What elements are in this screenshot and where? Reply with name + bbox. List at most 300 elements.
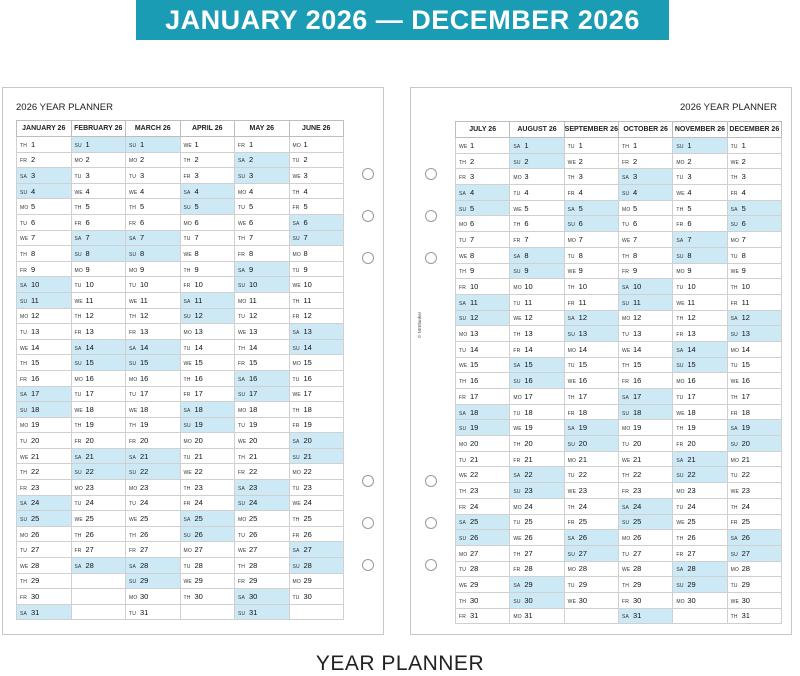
day-cell[interactable]	[510, 608, 564, 624]
day-cell[interactable]	[126, 137, 181, 153]
day-cell[interactable]	[17, 199, 72, 215]
day-cell[interactable]	[727, 467, 781, 483]
day-cell[interactable]	[235, 355, 290, 371]
day-cell[interactable]	[564, 326, 618, 342]
day-cell[interactable]	[510, 389, 564, 405]
day-cell[interactable]	[510, 263, 564, 279]
day-cell[interactable]	[289, 480, 344, 496]
day-cell[interactable]	[618, 498, 672, 514]
day-cell[interactable]	[510, 341, 564, 357]
day-cell[interactable]	[17, 448, 72, 464]
day-cell[interactable]	[17, 277, 72, 293]
day-cell[interactable]	[456, 514, 510, 530]
day-cell[interactable]	[510, 436, 564, 452]
day-cell[interactable]	[456, 577, 510, 593]
day-cell[interactable]	[126, 526, 181, 542]
day-cell[interactable]	[727, 498, 781, 514]
day-cell[interactable]	[727, 153, 781, 169]
day-cell[interactable]	[71, 386, 126, 402]
day-cell[interactable]	[510, 498, 564, 514]
day-cell[interactable]	[17, 339, 72, 355]
day-cell[interactable]	[673, 530, 727, 546]
day-cell[interactable]	[289, 230, 344, 246]
day-cell[interactable]	[126, 589, 181, 605]
day-cell[interactable]	[289, 370, 344, 386]
day-cell[interactable]	[564, 608, 618, 624]
day-cell[interactable]	[126, 370, 181, 386]
day-cell[interactable]	[564, 498, 618, 514]
day-cell[interactable]	[456, 436, 510, 452]
day-cell[interactable]	[510, 577, 564, 593]
day-cell[interactable]	[456, 153, 510, 169]
day-cell[interactable]	[673, 169, 727, 185]
day-cell[interactable]	[510, 185, 564, 201]
day-cell[interactable]	[235, 386, 290, 402]
day-cell[interactable]	[180, 511, 235, 527]
day-cell[interactable]	[456, 200, 510, 216]
day-cell[interactable]	[235, 277, 290, 293]
day-cell[interactable]	[727, 373, 781, 389]
day-cell[interactable]	[510, 326, 564, 342]
day-cell[interactable]	[727, 341, 781, 357]
day-cell[interactable]	[618, 232, 672, 248]
day-cell[interactable]	[180, 277, 235, 293]
day-cell[interactable]	[289, 152, 344, 168]
day-cell[interactable]	[126, 246, 181, 262]
day-cell[interactable]	[17, 464, 72, 480]
day-cell[interactable]	[456, 294, 510, 310]
day-cell[interactable]	[180, 558, 235, 574]
day-cell[interactable]	[289, 292, 344, 308]
day-cell[interactable]	[564, 263, 618, 279]
day-cell[interactable]	[180, 168, 235, 184]
day-cell[interactable]	[289, 137, 344, 153]
day-cell[interactable]	[17, 480, 72, 496]
day-cell[interactable]	[564, 294, 618, 310]
day-cell[interactable]	[564, 420, 618, 436]
day-cell[interactable]	[17, 355, 72, 371]
day-cell[interactable]	[673, 357, 727, 373]
day-cell[interactable]	[727, 326, 781, 342]
day-cell[interactable]	[673, 185, 727, 201]
day-cell[interactable]	[727, 451, 781, 467]
day-cell[interactable]	[17, 308, 72, 324]
day-cell[interactable]	[17, 511, 72, 527]
day-cell[interactable]	[180, 199, 235, 215]
day-cell[interactable]	[456, 169, 510, 185]
day-cell[interactable]	[71, 246, 126, 262]
day-cell[interactable]	[126, 261, 181, 277]
day-cell[interactable]	[456, 389, 510, 405]
day-cell[interactable]	[456, 232, 510, 248]
day-cell[interactable]	[618, 404, 672, 420]
day-cell[interactable]	[564, 216, 618, 232]
day-cell[interactable]	[727, 232, 781, 248]
day-cell[interactable]	[456, 404, 510, 420]
day-cell[interactable]	[126, 417, 181, 433]
day-cell[interactable]	[510, 592, 564, 608]
day-cell[interactable]	[180, 261, 235, 277]
day-cell[interactable]	[71, 230, 126, 246]
day-cell[interactable]	[673, 436, 727, 452]
day-cell[interactable]	[727, 169, 781, 185]
day-cell[interactable]	[618, 153, 672, 169]
day-cell[interactable]	[71, 433, 126, 449]
day-cell[interactable]	[510, 279, 564, 295]
day-cell[interactable]	[71, 495, 126, 511]
day-cell[interactable]	[71, 558, 126, 574]
day-cell[interactable]	[17, 246, 72, 262]
day-cell[interactable]	[235, 604, 290, 620]
day-cell[interactable]	[727, 514, 781, 530]
day-cell[interactable]	[673, 404, 727, 420]
day-cell[interactable]	[618, 389, 672, 405]
day-cell[interactable]	[235, 339, 290, 355]
day-cell[interactable]	[17, 214, 72, 230]
day-cell[interactable]	[727, 592, 781, 608]
day-cell[interactable]	[510, 138, 564, 154]
day-cell[interactable]	[17, 137, 72, 153]
day-cell[interactable]	[564, 514, 618, 530]
day-cell[interactable]	[564, 279, 618, 295]
day-cell[interactable]	[510, 514, 564, 530]
day-cell[interactable]	[564, 451, 618, 467]
day-cell[interactable]	[673, 279, 727, 295]
day-cell[interactable]	[456, 310, 510, 326]
day-cell[interactable]	[289, 558, 344, 574]
day-cell[interactable]	[673, 451, 727, 467]
day-cell[interactable]	[510, 153, 564, 169]
day-cell[interactable]	[235, 183, 290, 199]
day-cell[interactable]	[510, 310, 564, 326]
day-cell[interactable]	[673, 483, 727, 499]
day-cell[interactable]	[727, 608, 781, 624]
day-cell[interactable]	[456, 483, 510, 499]
day-cell[interactable]	[564, 185, 618, 201]
day-cell[interactable]	[180, 480, 235, 496]
day-cell[interactable]	[235, 542, 290, 558]
day-cell[interactable]	[180, 246, 235, 262]
day-cell[interactable]	[510, 357, 564, 373]
day-cell[interactable]	[180, 308, 235, 324]
day-cell[interactable]	[71, 589, 126, 605]
day-cell[interactable]	[289, 355, 344, 371]
day-cell[interactable]	[456, 498, 510, 514]
day-cell[interactable]	[510, 169, 564, 185]
day-cell[interactable]	[289, 573, 344, 589]
day-cell[interactable]	[618, 530, 672, 546]
day-cell[interactable]	[456, 263, 510, 279]
day-cell[interactable]	[71, 573, 126, 589]
day-cell[interactable]	[727, 436, 781, 452]
day-cell[interactable]	[618, 200, 672, 216]
day-cell[interactable]	[727, 263, 781, 279]
day-cell[interactable]	[510, 200, 564, 216]
day-cell[interactable]	[180, 495, 235, 511]
day-cell[interactable]	[673, 310, 727, 326]
day-cell[interactable]	[71, 168, 126, 184]
day-cell[interactable]	[126, 558, 181, 574]
day-cell[interactable]	[289, 604, 344, 620]
day-cell[interactable]	[126, 386, 181, 402]
day-cell[interactable]	[180, 152, 235, 168]
day-cell[interactable]	[510, 483, 564, 499]
day-cell[interactable]	[180, 573, 235, 589]
day-cell[interactable]	[180, 355, 235, 371]
day-cell[interactable]	[180, 183, 235, 199]
day-cell[interactable]	[180, 292, 235, 308]
day-cell[interactable]	[564, 169, 618, 185]
day-cell[interactable]	[456, 451, 510, 467]
day-cell[interactable]	[618, 357, 672, 373]
day-cell[interactable]	[17, 433, 72, 449]
day-cell[interactable]	[727, 545, 781, 561]
day-cell[interactable]	[727, 357, 781, 373]
day-cell[interactable]	[727, 310, 781, 326]
day-cell[interactable]	[564, 483, 618, 499]
day-cell[interactable]	[673, 200, 727, 216]
day-cell[interactable]	[235, 199, 290, 215]
day-cell[interactable]	[180, 604, 235, 620]
day-cell[interactable]	[456, 467, 510, 483]
day-cell[interactable]	[71, 542, 126, 558]
day-cell[interactable]	[71, 277, 126, 293]
day-cell[interactable]	[289, 417, 344, 433]
day-cell[interactable]	[727, 577, 781, 593]
day-cell[interactable]	[618, 185, 672, 201]
day-cell[interactable]	[564, 404, 618, 420]
day-cell[interactable]	[618, 373, 672, 389]
day-cell[interactable]	[126, 464, 181, 480]
day-cell[interactable]	[618, 326, 672, 342]
day-cell[interactable]	[126, 480, 181, 496]
day-cell[interactable]	[17, 402, 72, 418]
day-cell[interactable]	[727, 530, 781, 546]
day-cell[interactable]	[180, 417, 235, 433]
day-cell[interactable]	[564, 247, 618, 263]
day-cell[interactable]	[235, 261, 290, 277]
day-cell[interactable]	[235, 495, 290, 511]
day-cell[interactable]	[673, 294, 727, 310]
day-cell[interactable]	[17, 168, 72, 184]
day-cell[interactable]	[727, 138, 781, 154]
day-cell[interactable]	[564, 373, 618, 389]
day-cell[interactable]	[180, 464, 235, 480]
day-cell[interactable]	[673, 247, 727, 263]
day-cell[interactable]	[727, 561, 781, 577]
day-cell[interactable]	[235, 214, 290, 230]
day-cell[interactable]	[17, 604, 72, 620]
day-cell[interactable]	[17, 495, 72, 511]
day-cell[interactable]	[180, 526, 235, 542]
day-cell[interactable]	[180, 214, 235, 230]
day-cell[interactable]	[289, 168, 344, 184]
day-cell[interactable]	[126, 277, 181, 293]
day-cell[interactable]	[235, 402, 290, 418]
day-cell[interactable]	[180, 386, 235, 402]
day-cell[interactable]	[235, 152, 290, 168]
day-cell[interactable]	[289, 339, 344, 355]
day-cell[interactable]	[180, 433, 235, 449]
day-cell[interactable]	[456, 561, 510, 577]
day-cell[interactable]	[510, 232, 564, 248]
day-cell[interactable]	[289, 511, 344, 527]
day-cell[interactable]	[17, 542, 72, 558]
day-cell[interactable]	[71, 183, 126, 199]
day-cell[interactable]	[673, 467, 727, 483]
day-cell[interactable]	[673, 420, 727, 436]
day-cell[interactable]	[71, 324, 126, 340]
day-cell[interactable]	[126, 511, 181, 527]
day-cell[interactable]	[673, 514, 727, 530]
day-cell[interactable]	[727, 279, 781, 295]
day-cell[interactable]	[235, 292, 290, 308]
day-cell[interactable]	[510, 404, 564, 420]
day-cell[interactable]	[180, 448, 235, 464]
day-cell[interactable]	[180, 370, 235, 386]
day-cell[interactable]	[71, 604, 126, 620]
day-cell[interactable]	[289, 448, 344, 464]
day-cell[interactable]	[618, 483, 672, 499]
day-cell[interactable]	[618, 451, 672, 467]
day-cell[interactable]	[727, 216, 781, 232]
day-cell[interactable]	[456, 247, 510, 263]
day-cell[interactable]	[180, 589, 235, 605]
day-cell[interactable]	[456, 341, 510, 357]
day-cell[interactable]	[727, 200, 781, 216]
day-cell[interactable]	[126, 230, 181, 246]
day-cell[interactable]	[727, 483, 781, 499]
day-cell[interactable]	[71, 526, 126, 542]
day-cell[interactable]	[126, 339, 181, 355]
day-cell[interactable]	[17, 230, 72, 246]
day-cell[interactable]	[510, 545, 564, 561]
day-cell[interactable]	[17, 261, 72, 277]
day-cell[interactable]	[71, 370, 126, 386]
day-cell[interactable]	[510, 467, 564, 483]
day-cell[interactable]	[673, 232, 727, 248]
day-cell[interactable]	[126, 214, 181, 230]
day-cell[interactable]	[618, 592, 672, 608]
day-cell[interactable]	[510, 561, 564, 577]
day-cell[interactable]	[673, 608, 727, 624]
day-cell[interactable]	[235, 230, 290, 246]
day-cell[interactable]	[289, 261, 344, 277]
day-cell[interactable]	[564, 436, 618, 452]
day-cell[interactable]	[673, 153, 727, 169]
day-cell[interactable]	[618, 138, 672, 154]
day-cell[interactable]	[289, 542, 344, 558]
day-cell[interactable]	[456, 279, 510, 295]
day-cell[interactable]	[235, 573, 290, 589]
day-cell[interactable]	[71, 511, 126, 527]
day-cell[interactable]	[618, 341, 672, 357]
day-cell[interactable]	[456, 326, 510, 342]
day-cell[interactable]	[289, 526, 344, 542]
day-cell[interactable]	[564, 545, 618, 561]
day-cell[interactable]	[564, 561, 618, 577]
day-cell[interactable]	[126, 433, 181, 449]
day-cell[interactable]	[727, 404, 781, 420]
day-cell[interactable]	[564, 357, 618, 373]
day-cell[interactable]	[71, 339, 126, 355]
day-cell[interactable]	[180, 230, 235, 246]
day-cell[interactable]	[456, 530, 510, 546]
day-cell[interactable]	[17, 152, 72, 168]
day-cell[interactable]	[71, 308, 126, 324]
day-cell[interactable]	[564, 310, 618, 326]
day-cell[interactable]	[17, 292, 72, 308]
day-cell[interactable]	[71, 480, 126, 496]
day-cell[interactable]	[71, 214, 126, 230]
day-cell[interactable]	[180, 402, 235, 418]
day-cell[interactable]	[564, 389, 618, 405]
day-cell[interactable]	[618, 561, 672, 577]
day-cell[interactable]	[456, 138, 510, 154]
day-cell[interactable]	[510, 294, 564, 310]
day-cell[interactable]	[126, 604, 181, 620]
day-cell[interactable]	[673, 389, 727, 405]
day-cell[interactable]	[564, 138, 618, 154]
day-cell[interactable]	[126, 542, 181, 558]
day-cell[interactable]	[126, 168, 181, 184]
day-cell[interactable]	[17, 558, 72, 574]
day-cell[interactable]	[235, 370, 290, 386]
day-cell[interactable]	[618, 279, 672, 295]
day-cell[interactable]	[289, 464, 344, 480]
day-cell[interactable]	[618, 169, 672, 185]
day-cell[interactable]	[17, 183, 72, 199]
day-cell[interactable]	[126, 183, 181, 199]
day-cell[interactable]	[456, 357, 510, 373]
day-cell[interactable]	[289, 277, 344, 293]
day-cell[interactable]	[456, 545, 510, 561]
day-cell[interactable]	[126, 152, 181, 168]
day-cell[interactable]	[510, 451, 564, 467]
day-cell[interactable]	[456, 420, 510, 436]
day-cell[interactable]	[180, 324, 235, 340]
day-cell[interactable]	[126, 495, 181, 511]
day-cell[interactable]	[673, 326, 727, 342]
day-cell[interactable]	[673, 561, 727, 577]
day-cell[interactable]	[71, 402, 126, 418]
day-cell[interactable]	[235, 433, 290, 449]
day-cell[interactable]	[289, 308, 344, 324]
day-cell[interactable]	[17, 386, 72, 402]
day-cell[interactable]	[289, 199, 344, 215]
day-cell[interactable]	[727, 420, 781, 436]
day-cell[interactable]	[727, 294, 781, 310]
day-cell[interactable]	[126, 308, 181, 324]
day-cell[interactable]	[564, 530, 618, 546]
day-cell[interactable]	[180, 137, 235, 153]
day-cell[interactable]	[71, 448, 126, 464]
day-cell[interactable]	[126, 573, 181, 589]
day-cell[interactable]	[126, 355, 181, 371]
day-cell[interactable]	[564, 341, 618, 357]
day-cell[interactable]	[510, 420, 564, 436]
day-cell[interactable]	[727, 389, 781, 405]
day-cell[interactable]	[235, 448, 290, 464]
day-cell[interactable]	[289, 386, 344, 402]
day-cell[interactable]	[235, 589, 290, 605]
day-cell[interactable]	[235, 558, 290, 574]
day-cell[interactable]	[564, 232, 618, 248]
day-cell[interactable]	[235, 511, 290, 527]
day-cell[interactable]	[673, 577, 727, 593]
day-cell[interactable]	[180, 542, 235, 558]
day-cell[interactable]	[235, 526, 290, 542]
